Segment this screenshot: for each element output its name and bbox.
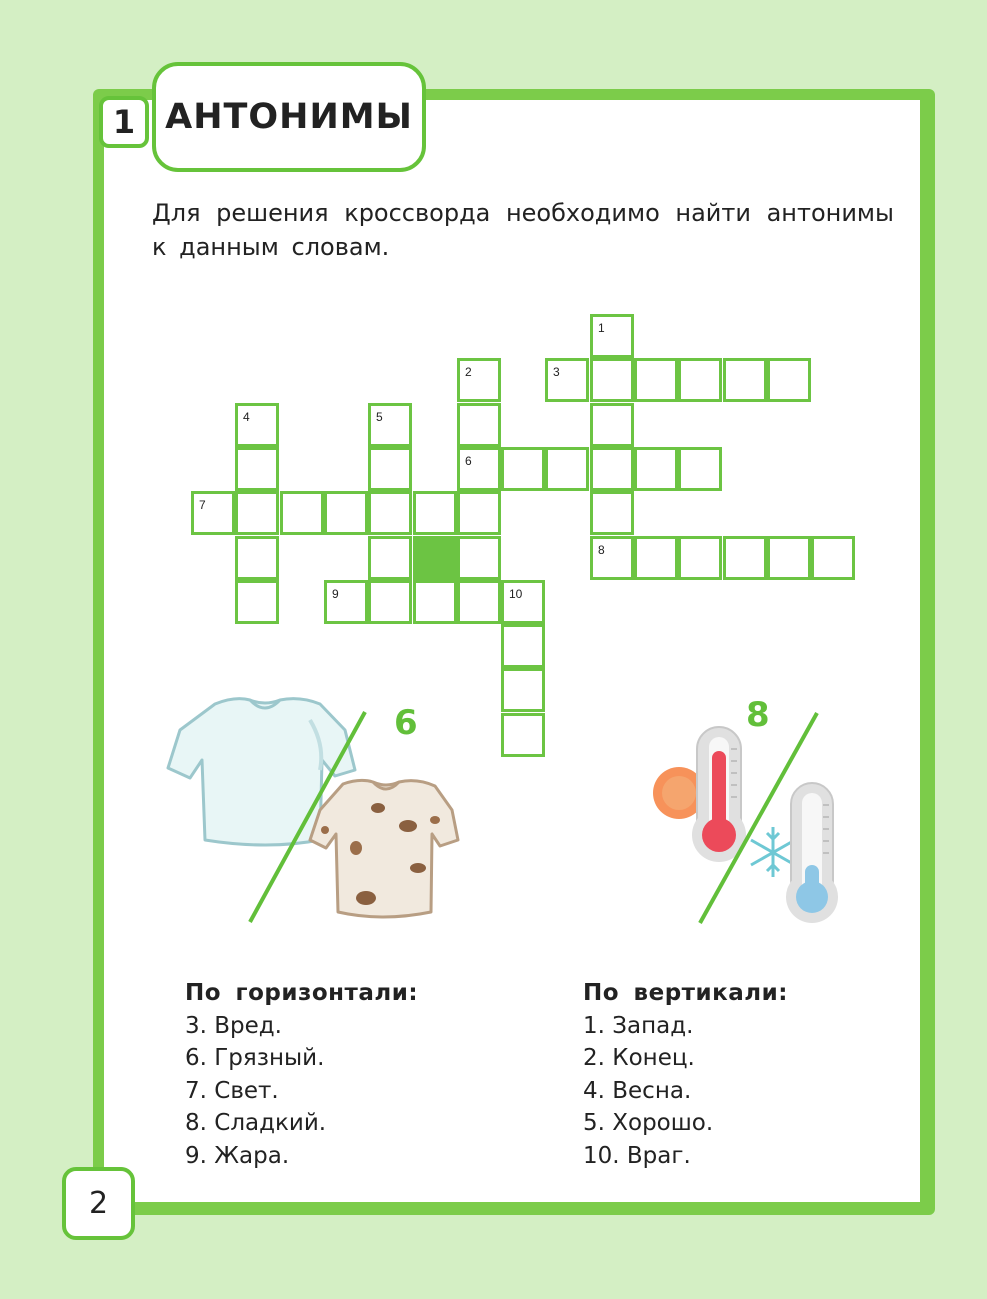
crossword-cell[interactable] <box>501 668 545 712</box>
crossword-cell[interactable] <box>368 580 412 624</box>
crossword-cell[interactable] <box>235 403 279 447</box>
instructions <box>152 196 894 264</box>
crossword-cell[interactable] <box>368 403 412 447</box>
crossword-cell[interactable] <box>678 358 722 402</box>
crossword-cell[interactable] <box>235 447 279 491</box>
crossword-cell[interactable] <box>545 358 589 402</box>
task-number: 1 <box>99 96 149 148</box>
clue-down-1: 1. Запад. <box>583 1012 694 1039</box>
crossword-number: 10 <box>509 587 523 601</box>
dirty-tshirt-icon <box>310 780 458 917</box>
crossword-cell[interactable] <box>545 447 589 491</box>
crossword-cell[interactable] <box>457 536 501 580</box>
crossword-number: 1 <box>598 321 605 335</box>
crossword-cell[interactable] <box>368 536 412 580</box>
crossword-cell[interactable] <box>811 536 855 580</box>
crossword-cell[interactable] <box>590 403 634 447</box>
illustration-label-8: 8 <box>746 695 770 735</box>
page-number: 2 <box>62 1167 135 1240</box>
crossword-cell[interactable] <box>235 536 279 580</box>
illustration-label-6: 6 <box>394 703 418 743</box>
crossword-number: 5 <box>376 410 383 424</box>
instructions-line-1: Для решения кроссворда необходимо найти антонимы <box>152 199 894 227</box>
clue-down-2: 2. Конец. <box>583 1045 695 1071</box>
crossword-cell[interactable] <box>457 580 501 624</box>
clues-across-title: По горизонтали: <box>185 980 419 1006</box>
clue-across-7: 7. Свет. <box>185 1077 279 1104</box>
hot-thermometer-icon <box>692 727 746 862</box>
crossword-cell[interactable] <box>723 358 767 402</box>
clues-down <box>583 977 788 1172</box>
crossword-cell[interactable] <box>501 580 545 624</box>
clue-across-6: 6. Грязный. <box>185 1045 325 1071</box>
snowflake-icon <box>751 827 795 877</box>
crossword-cell[interactable] <box>368 491 412 535</box>
crossword-cell[interactable] <box>457 403 501 447</box>
crossword-number: 3 <box>553 365 560 379</box>
crossword-cell[interactable] <box>368 447 412 491</box>
crossword-cell[interactable] <box>457 358 501 402</box>
crossword-cell[interactable] <box>324 580 368 624</box>
crossword-number: 6 <box>465 454 472 468</box>
clues-across <box>185 977 418 1172</box>
crossword-number: 8 <box>598 543 605 557</box>
crossword-cell[interactable] <box>501 447 545 491</box>
crossword-number: 2 <box>465 365 472 379</box>
crossword-number: 9 <box>332 587 339 601</box>
cold-thermometer-icon <box>786 783 838 923</box>
crossword-cell[interactable] <box>457 447 501 491</box>
clue-across-3: 3. Вред. <box>185 1012 282 1039</box>
crossword-cell-filled[interactable] <box>413 536 457 580</box>
crossword-cell[interactable] <box>413 580 457 624</box>
crossword-cell[interactable] <box>678 536 722 580</box>
crossword-cell[interactable] <box>767 536 811 580</box>
crossword-cell[interactable] <box>501 713 545 757</box>
crossword-cell[interactable] <box>457 491 501 535</box>
crossword-cell[interactable] <box>501 624 545 668</box>
crossword-cell[interactable] <box>767 358 811 402</box>
instructions-line-2: к данным словам. <box>152 233 390 261</box>
crossword-cell[interactable] <box>235 580 279 624</box>
crossword-cell[interactable] <box>191 491 235 535</box>
crossword-cell[interactable] <box>235 491 279 535</box>
crossword-number: 4 <box>243 410 250 424</box>
clue-down-4: 4. Весна. <box>583 1077 692 1104</box>
crossword-cell[interactable] <box>590 447 634 491</box>
crossword-cell[interactable] <box>723 536 767 580</box>
crossword-cell[interactable] <box>590 491 634 535</box>
crossword-cell[interactable] <box>590 314 634 358</box>
crossword-cell[interactable] <box>324 491 368 535</box>
crossword-cell[interactable] <box>634 358 678 402</box>
crossword-cell[interactable] <box>590 536 634 580</box>
clue-across-8: 8. Сладкий. <box>185 1110 327 1136</box>
crossword-number: 7 <box>199 498 206 512</box>
crossword-cell[interactable] <box>590 358 634 402</box>
crossword-cell[interactable] <box>634 447 678 491</box>
clues-down-title: По вертикали: <box>583 980 788 1006</box>
crossword-cell[interactable] <box>678 447 722 491</box>
clue-across-9: 9. Жара. <box>185 1142 290 1169</box>
thermometers-illustration <box>645 705 855 935</box>
clue-down-5: 5. Хорошо. <box>583 1110 714 1136</box>
crossword-cell[interactable] <box>413 491 457 535</box>
crossword-cell[interactable] <box>280 491 324 535</box>
crossword-cell[interactable] <box>634 536 678 580</box>
clue-down-10: 10. Враг. <box>583 1142 691 1169</box>
page-title: АНТОНИМЫ <box>152 62 426 172</box>
